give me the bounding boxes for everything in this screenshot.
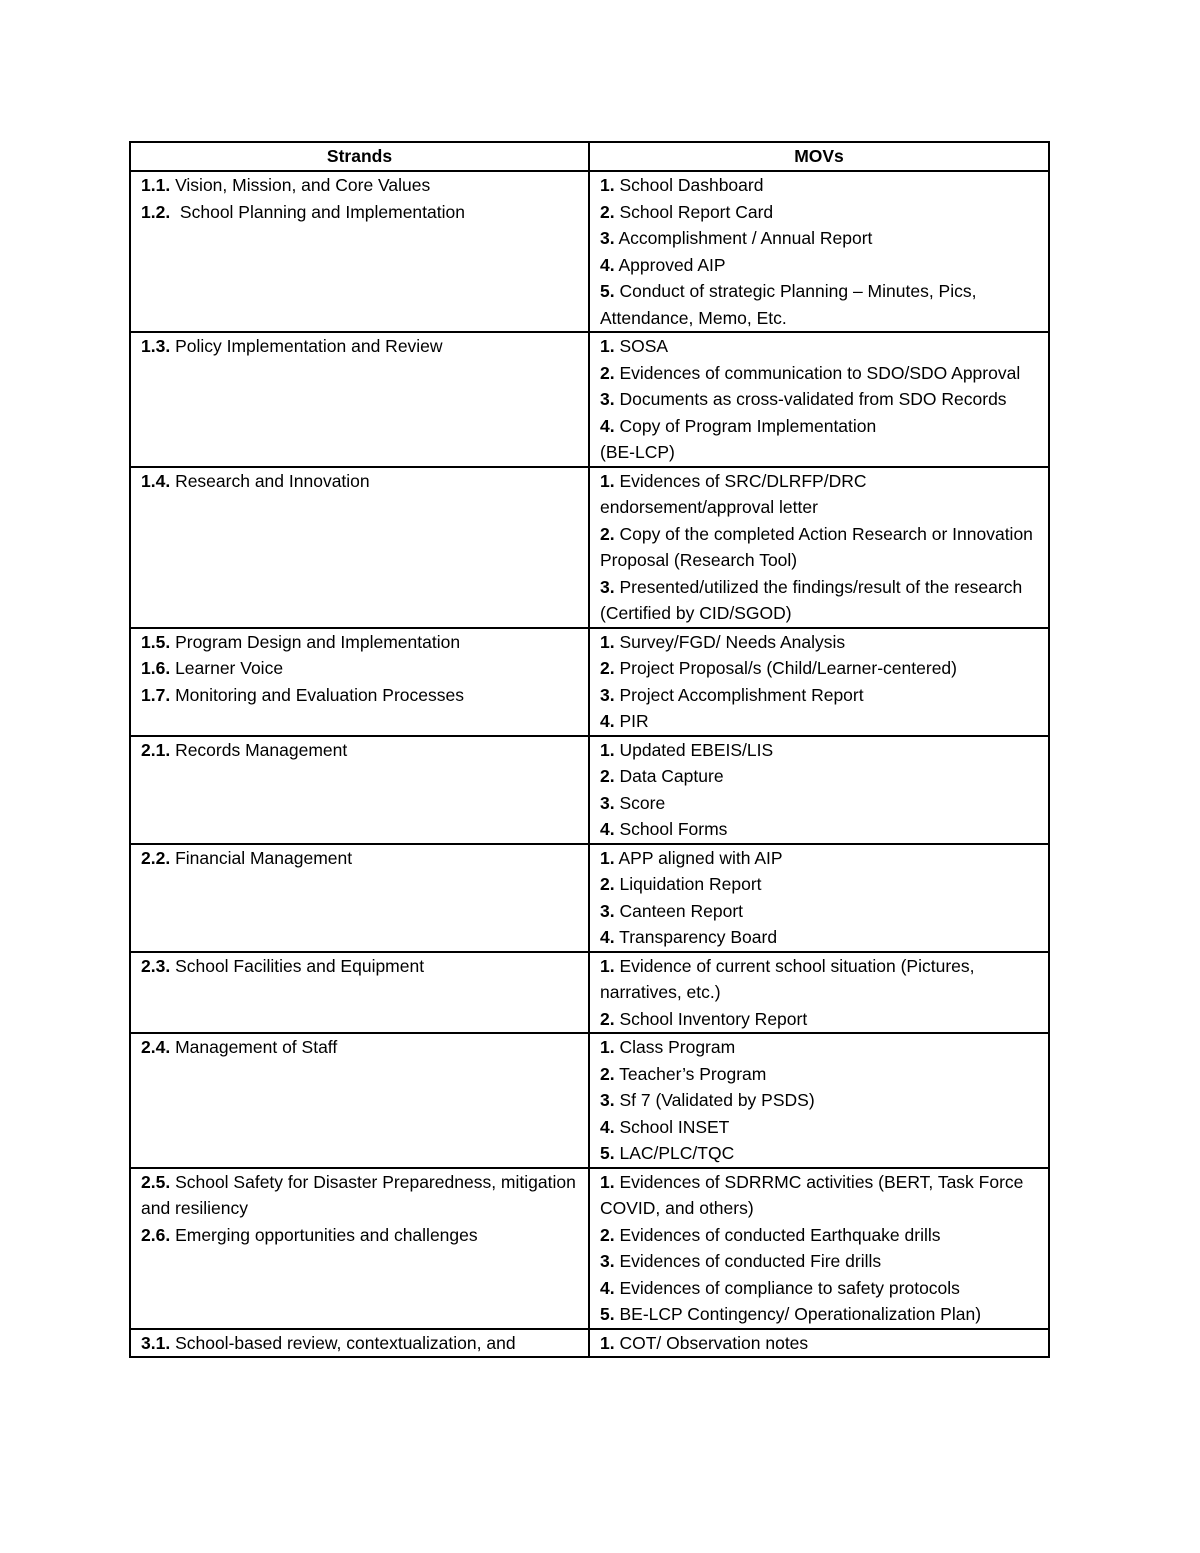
mov-item-text: Copy of Program Implementation [614, 415, 877, 436]
mov-item-number: 1. [600, 336, 615, 356]
table-row [130, 171, 1049, 332]
movs-cell [589, 1168, 1049, 1329]
mov-item-text: Conduct of strategic Planning – Minutes, Pics, Attendance, Memo, Etc. [600, 281, 981, 328]
table-row [130, 1168, 1049, 1329]
mov-item [600, 845, 1038, 872]
mov-item [600, 629, 1038, 656]
table-row [130, 736, 1049, 844]
mov-item [600, 1140, 1038, 1167]
mov-item [600, 816, 1038, 843]
mov-item-text: Score [614, 792, 666, 813]
table-header-row [130, 142, 1049, 171]
mov-item-text: Sf 7 (Validated by PSDS) [614, 1090, 815, 1110]
mov-item [600, 708, 1038, 735]
mov-item [600, 172, 1038, 199]
strand-item-number: 1.7. [141, 684, 171, 705]
strand-item-number: 1.5. [141, 631, 171, 652]
mov-item-text: School Report Card [614, 201, 774, 222]
mov-item-number: 4. [600, 254, 615, 275]
table-row [130, 467, 1049, 628]
mov-item [600, 413, 1038, 440]
mov-item-text: PIR [614, 711, 649, 731]
mov-item-text: (BE-LCP) [600, 442, 675, 462]
strand-item [141, 1222, 578, 1249]
strand-item [141, 737, 578, 764]
mov-item-text: Approved AIP [614, 254, 726, 275]
mov-item [600, 1087, 1038, 1114]
movs-cell [589, 332, 1049, 467]
mov-item-text: Transparency Board [614, 927, 778, 947]
mov-item [600, 682, 1038, 709]
mov-item-number: 4. [600, 711, 615, 731]
mov-item-text: Evidences of compliance to safety protocols [614, 1277, 960, 1298]
mov-item-number: 3. [600, 792, 615, 813]
mov-item-number: 3. [600, 1251, 615, 1271]
mov-item [600, 252, 1038, 279]
mov-item [600, 1061, 1038, 1088]
mov-item-number: 5. [600, 281, 615, 301]
mov-item [600, 468, 1038, 521]
strand-item-number: 2.1. [141, 739, 171, 760]
mov-item [600, 1006, 1038, 1033]
mov-item [600, 924, 1038, 951]
strands-cell [130, 844, 589, 952]
mov-item [600, 521, 1038, 574]
mov-item-text: School Inventory Report [614, 1008, 808, 1029]
table-row [130, 952, 1049, 1034]
strands-cell [130, 952, 589, 1034]
mov-item-number: 3. [600, 576, 615, 597]
mov-item-text: Liquidation Report [614, 874, 762, 894]
mov-item-text: Evidences of conducted Fire drills [614, 1251, 882, 1271]
mov-item [600, 360, 1038, 387]
strand-item-text: School Planning and Implementation [170, 201, 465, 222]
strand-item [141, 1169, 581, 1222]
movs-cell [589, 844, 1049, 952]
table-row [130, 332, 1049, 467]
mov-item-text: APP aligned with AIP [614, 847, 783, 868]
strand-item-number: 2.6. [141, 1224, 171, 1245]
movs-cell [589, 628, 1049, 736]
strand-item-number: 2.4. [141, 1037, 171, 1057]
mov-item-number: 3. [600, 900, 615, 921]
mov-item-number: 1. [600, 955, 615, 976]
mov-item [600, 790, 1038, 817]
strand-item-number: 1.6. [141, 658, 171, 678]
mov-item-text: LAC/PLC/TQC [614, 1143, 735, 1163]
strand-item-text: School Safety for Disaster Preparedness, mitigation and resiliency [141, 1171, 581, 1218]
mov-item-text: Class Program [614, 1037, 736, 1057]
strand-item-text: Program Design and Implementation [170, 631, 461, 652]
table-row [130, 628, 1049, 736]
strands-cell [130, 1033, 589, 1168]
strands-cell [130, 332, 589, 467]
mov-item-number: 1. [600, 1037, 615, 1057]
strand-item-text: Policy Implementation and Review [170, 336, 443, 356]
strand-item [141, 199, 578, 226]
mov-item [600, 1330, 1038, 1357]
mov-item [600, 1114, 1038, 1141]
mov-item [600, 278, 1038, 331]
mov-item-text: SOSA [614, 336, 669, 356]
mov-item-number: 3. [600, 228, 615, 248]
strand-item-text: Research and Innovation [170, 470, 370, 491]
movs-cell [589, 952, 1049, 1034]
strand-item-number: 1.4. [141, 470, 171, 491]
header-strands: Strands [130, 142, 589, 171]
mov-item-number: 2. [600, 201, 615, 222]
strand-item-text: Emerging opportunities and challenges [170, 1224, 478, 1245]
strand-item [141, 682, 578, 709]
movs-cell [589, 736, 1049, 844]
mov-item [600, 655, 1038, 682]
mov-item-text: Evidences of conducted Earthquake drills [614, 1224, 941, 1245]
mov-item-number: 1. [600, 847, 615, 868]
mov-item [600, 225, 1038, 252]
strand-item [141, 468, 578, 495]
mov-item [600, 439, 1038, 466]
mov-item-text: Documents as cross-validated from SDO Records [614, 389, 1007, 409]
strand-item-number: 1.3. [141, 336, 171, 356]
mov-item [600, 1275, 1038, 1302]
mov-item-text: School Forms [614, 819, 728, 839]
mov-item-number: 3. [600, 1090, 615, 1110]
mov-item-number: 3. [600, 684, 615, 705]
mov-item-number: 2. [600, 874, 615, 894]
mov-item [600, 1034, 1038, 1061]
strands-movs-table [129, 141, 1050, 1358]
strand-item-text: School Facilities and Equipment [170, 955, 425, 976]
mov-item-text: BE-LCP Contingency/ Operationalization Plan) [614, 1304, 982, 1324]
mov-item [600, 898, 1038, 925]
mov-item-number: 2. [600, 658, 615, 678]
mov-item-text: Updated EBEIS/LIS [614, 739, 774, 760]
mov-item-text: Evidence of current school situation (Pictures, narratives, etc.) [600, 955, 980, 1002]
strand-item [141, 1330, 578, 1357]
strand-item-number: 1.2. [141, 201, 171, 222]
mov-item-text: Accomplishment / Annual Report [614, 228, 873, 248]
mov-item-number: 4. [600, 927, 615, 947]
strand-item-text: Learner Voice [170, 658, 284, 678]
mov-item [600, 386, 1038, 413]
strand-item-text: Records Management [170, 739, 348, 760]
strand-item [141, 629, 578, 656]
strand-item-number: 2.2. [141, 847, 171, 868]
mov-item-text: COT/ Observation notes [614, 1332, 809, 1353]
mov-item-number: 2. [600, 1063, 615, 1084]
mov-item-number: 1. [600, 631, 615, 652]
movs-cell [589, 1329, 1049, 1358]
mov-item-number: 1. [600, 175, 615, 195]
mov-item-number: 2. [600, 523, 615, 544]
strand-item [141, 953, 578, 980]
mov-item-number: 1. [600, 1332, 615, 1353]
movs-cell [589, 467, 1049, 628]
strand-item-number: 1.1. [141, 175, 171, 195]
mov-item-number: 5. [600, 1304, 615, 1324]
table-row [130, 844, 1049, 952]
mov-item [600, 737, 1038, 764]
mov-item-number: 5. [600, 1143, 615, 1163]
mov-item [600, 1222, 1038, 1249]
mov-item-number: 4. [600, 1277, 615, 1298]
movs-cell [589, 171, 1049, 332]
table-row [130, 1033, 1049, 1168]
movs-cell [589, 1033, 1049, 1168]
strands-cell [130, 467, 589, 628]
strand-item-number: 2.5. [141, 1171, 171, 1192]
mov-item-text: School Dashboard [614, 175, 764, 195]
strand-item-number: 2.3. [141, 955, 171, 976]
strand-item [141, 845, 578, 872]
mov-item [600, 199, 1038, 226]
mov-item-number: 2. [600, 1224, 615, 1245]
strands-cell [130, 628, 589, 736]
strand-item-text: Vision, Mission, and Core Values [170, 175, 431, 195]
mov-item-text: Copy of the completed Action Research or Innovation Proposal (Research Tool) [600, 523, 1038, 570]
mov-item [600, 871, 1038, 898]
mov-item-text: Evidences of communication to SDO/SDO Approval [614, 362, 1021, 383]
strand-item-text: Monitoring and Evaluation Processes [170, 684, 464, 705]
strand-item-text: School-based review, contextualization, and [170, 1332, 516, 1353]
mov-item-number: 3. [600, 389, 615, 409]
table-row [130, 1329, 1049, 1358]
mov-item-number: 4. [600, 1116, 615, 1137]
mov-item-number: 1. [600, 739, 615, 760]
strand-item [141, 333, 578, 360]
mov-item-number: 2. [600, 1008, 615, 1029]
mov-item-text: Teacher’s Program [614, 1063, 767, 1084]
mov-item [600, 1248, 1038, 1275]
mov-item [600, 574, 1038, 627]
mov-item-text: Evidences of SRC/DLRFP/DRC endorsement/approval letter [600, 470, 872, 517]
mov-item-number: 4. [600, 415, 615, 436]
mov-item-number: 1. [600, 470, 615, 491]
mov-item-text: Data Capture [614, 766, 724, 786]
mov-item-text: Survey/FGD/ Needs Analysis [614, 631, 846, 652]
strand-item-text: Management of Staff [170, 1037, 338, 1057]
strand-item-number: 3.1. [141, 1332, 171, 1353]
strand-item-text: Financial Management [170, 847, 353, 868]
mov-item-text: Evidences of SDRRMC activities (BERT, Task Force COVID, and others) [600, 1171, 1029, 1218]
strand-item [141, 172, 578, 199]
mov-item-text: Canteen Report [614, 900, 744, 921]
mov-item [600, 763, 1038, 790]
mov-item-number: 2. [600, 362, 615, 383]
header-movs: MOVs [589, 142, 1049, 171]
mov-item-number: 2. [600, 766, 615, 786]
mov-item-text: Project Accomplishment Report [614, 684, 864, 705]
strands-cell [130, 1329, 589, 1358]
mov-item-text: School INSET [614, 1116, 730, 1137]
strand-item [141, 655, 578, 682]
strands-cell [130, 171, 589, 332]
mov-item [600, 333, 1038, 360]
strands-cell [130, 1168, 589, 1329]
mov-item [600, 1169, 1038, 1222]
mov-item-text: Presented/utilized the findings/result of the research (Certified by CID/SGOD) [600, 576, 1028, 623]
strands-cell [130, 736, 589, 844]
mov-item [600, 1301, 1038, 1328]
mov-item-number: 4. [600, 819, 615, 839]
mov-item [600, 953, 1038, 1006]
table-body [130, 171, 1049, 1357]
mov-item-text: Project Proposal/s (Child/Learner-centered) [614, 658, 957, 678]
strand-item [141, 1034, 578, 1061]
mov-item-number: 1. [600, 1171, 615, 1192]
